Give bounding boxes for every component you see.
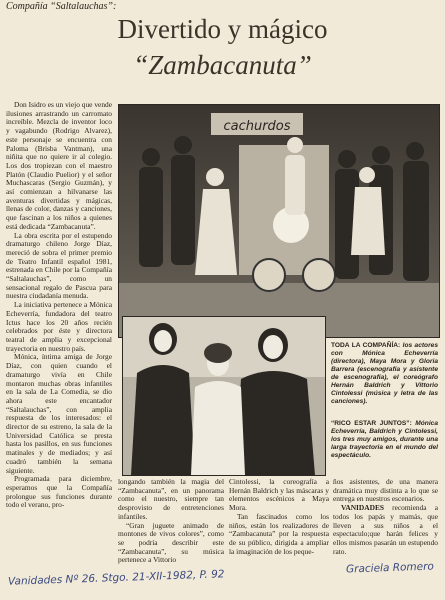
- paragraph: La iniciativa pertenece a Mónica Echeverría, fundadora del teatro Ictus hace los 20 años recién celebrados por éste y directora teatral de amplia y excepcional trayectoria en nuestro país.: [6, 300, 112, 353]
- trio-photo: [122, 316, 326, 476]
- paragraph: Programada para diciembre, esperamos que la Compañía prolongue sus funciones durante todo el verano, pro-: [6, 474, 112, 510]
- wagon-sign: cachurdos: [223, 119, 291, 134]
- handwritten-author-note: Graciela Romero: [345, 560, 435, 576]
- column-3: [229, 478, 329, 556]
- trio-photo-image: [123, 317, 325, 475]
- paragraph: “Gran juguete animado de montones de vivos colores”, como se podría describir este “Zambacanuta”, su música pertenece a Vittorio: [118, 520, 224, 565]
- headline-line-1: Divertido y mágico: [117, 14, 328, 44]
- paragraph: Don Isidro es un viejo que vende ilusiones arrastrando un carromato increíble. Mezcla de inventor loco y vagabundo (Rodrigo Alvarez), este personaje se encuentra con Paloma (Brisba Vantman), una niñita que no quiere ir al colegio. Los dos tropiezan con el maestro Platón (Claudio Puelior) y el señor Muchascaras (Sergio Guzmán), y así comienzan a hilvanarse las aventuras divertidas y mágicas, llenas de color, danzas y canciones, que fascinan a los niños a quienes está dedicada “Zambacanuta”.: [6, 100, 112, 231]
- column-1: [6, 101, 112, 510]
- caption-body: Mónica Echeverría, Baldrich y Cintolessi, los tres muy amigos, durante una larga trayectoria en el mundo del espectáculo.: [331, 420, 439, 459]
- company-photo-image: [119, 105, 439, 337]
- kicker: Compañía “Saltalauchas”:: [6, 1, 117, 12]
- paragraph: Tan fascinados como los niños, están los realizadores de “Zambacanuta” por la respuesta de su público, dirigida a ampliar la imaginación de los peque-: [229, 511, 329, 556]
- caption-lead: “RICO ESTAR JUNTOS”:: [331, 420, 412, 427]
- company-photo: [118, 104, 440, 338]
- paragraph: Cintolessi, la coreografía a Hernán Baldrich y las máscaras y elementos escénicos a Maya Mora.: [229, 477, 329, 513]
- paragraph: longando también la magia del “Zambacanuta”, en un panorama como el nuestro, siempre tan desprovisto de entretenciones infantiles.: [118, 477, 224, 521]
- caption-lead: TODA LA COMPAÑÍA:: [331, 342, 401, 349]
- headline-line-2: “Zambacanuta”: [133, 50, 312, 80]
- column-4: [333, 478, 438, 556]
- paragraph: La obra escrita por el estupendo dramaturgo chileno Jorge Díaz, mereció de sobra el primer premio de Teatro Infantil español 1981, estrenada en Chile por la Compañía “Saltalauchas”, como un sensacional regalo de Pascua para nuestra ciudadanía menuda.: [6, 230, 112, 301]
- company-caption: [331, 342, 438, 406]
- together-caption: [331, 420, 438, 460]
- handwritten-source-note: Vanidades Nº 26. Stgo. 21-XII-1982, P. 92: [7, 568, 225, 588]
- paragraph: [333, 504, 438, 556]
- paragraph: ños asistentes, de una manera dramática muy distinta a lo que se entrega en nuestros escenarios.: [333, 477, 438, 504]
- caption-body: los actores con Mónica Echeverría (directora), Maya Mora y Gloria Barrera (escenografía y asistente de escenografía), el coreógrafo Hernán Baldrich y Vittorio Cintolessi (música y letra de las canciones).: [331, 342, 438, 405]
- vanidades-lead: VANIDADES: [341, 503, 384, 513]
- paragraph: Mónica, íntima amiga de Jorge Díaz, con quien cuando el dramaturgo vivía en Chile montaron muchas obras infantiles en la sala de La Comedia, se dio ahora este encantador “Saltalauchas”, con amplia respuesta de los interesados: el director de su estreno, la sala de la Universidad Católica se presta hasta los pasillos, en sus funciones matinales y de mediados; y así cuadró también la semana siguiente.: [6, 352, 112, 475]
- paragraph-body: recomienda a todos los papás y mamás, que lleven a sus niños a el espectaculo;que harán felices y ellos mismos pasarán un estupendo rato.: [333, 503, 438, 556]
- column-2: [118, 478, 224, 565]
